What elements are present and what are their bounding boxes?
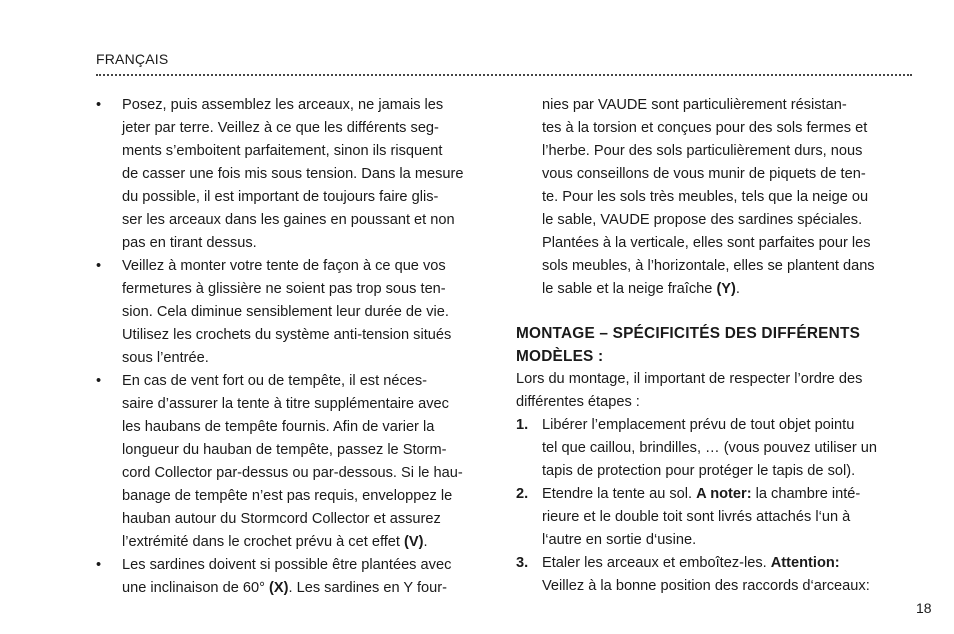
dotted-divider: [96, 74, 912, 76]
text-run: la chambre inté-: [751, 486, 861, 502]
text-line: sion. Cela diminue sensiblement leur durée de vie.: [122, 304, 449, 320]
bullet-item: [96, 94, 491, 255]
text-line: jeter par terre. Veillez à ce que les différents seg-: [122, 120, 439, 136]
text-line: Veillez à la bonne position des raccords d‘arceaux:: [542, 578, 870, 594]
note-label: A noter:: [696, 486, 752, 502]
text-line: saire d’assurer la tente à titre supplémentaire avec: [122, 396, 449, 412]
text-run: . Les sardines en Y four-: [288, 580, 447, 596]
numbered-step: [516, 483, 914, 552]
text-line: vous conseillons de vous munir de piquets de ten-: [542, 166, 866, 182]
numbered-step: [516, 552, 914, 598]
text-line: rieure et le double toit sont livrés attachés l‘un à: [542, 509, 851, 525]
text-run: le sable et la neige fraîche: [542, 281, 717, 297]
text-line: nies par VAUDE sont particulièrement résistan-: [542, 97, 847, 113]
left-column: [96, 94, 491, 600]
step-number: 3.: [516, 555, 529, 571]
text-line: fermetures à glissière ne soient pas trop sous ten-: [122, 281, 446, 297]
text-run: Etendre la tente au sol.: [542, 486, 697, 502]
text-run: Etaler les arceaux et emboîtez-les.: [542, 555, 771, 571]
text-run: .: [735, 281, 740, 297]
text-line: En cas de vent fort ou de tempête, il est néces-: [122, 373, 428, 389]
text-line: les haubans de tempête fournis. Afin de varier la: [122, 419, 435, 435]
step-number: 2.: [516, 486, 529, 502]
text-line: cord Collector par-dessus ou par-dessous. Si le hau-: [122, 465, 463, 481]
text-line: [122, 577, 491, 600]
text-run: l’extrémité dans le crochet prévu à cet effet: [122, 534, 405, 550]
text-line: tapis de protection pour protéger le tapis de sol).: [542, 463, 856, 479]
right-column: [516, 94, 914, 598]
text-line: différentes étapes :: [516, 394, 640, 410]
text-line: le sable, VAUDE propose des sardines spéciales.: [542, 212, 863, 228]
text-line: pas en tirant dessus.: [122, 235, 257, 251]
section-heading: [516, 322, 914, 368]
text-line: tel que caillou, brindilles, … (vous pouvez utiliser un: [542, 440, 878, 456]
text-line: Libérer l’emplacement prévu de tout objet pointu: [542, 417, 855, 433]
bullet-item: [96, 370, 491, 554]
bullet-mark: •: [96, 97, 102, 113]
bullet-mark: •: [96, 258, 102, 274]
text-line: Plantées à la verticale, elles sont parfaites pour les: [542, 235, 871, 251]
text-line: l’herbe. Pour des sols particulièrement durs, nous: [542, 143, 863, 159]
bullet-mark: •: [96, 373, 102, 389]
intro-paragraph: [516, 368, 914, 414]
text-line: [542, 483, 914, 506]
figure-ref-y: (Y): [716, 281, 736, 297]
text-line: du possible, il est important de toujours faire glis-: [122, 189, 439, 205]
bullet-item: [96, 255, 491, 370]
text-line: sols meubles, à l’horizontale, elles se plantent dans: [542, 258, 875, 274]
text-line: l‘autre en sortie d‘usine.: [542, 532, 697, 548]
text-line: tes à la torsion et conçues pour des sols fermes et: [542, 120, 868, 136]
text-line: sous l’entrée.: [122, 350, 209, 366]
text-run: .: [423, 534, 428, 550]
text-line: Utilisez les crochets du système anti-tension situés: [122, 327, 452, 343]
heading-line: MODÈLES :: [516, 348, 604, 365]
text-line: [122, 531, 491, 554]
numbered-step: [516, 414, 914, 483]
text-line: ser les arceaux dans les gaines en poussant et non: [122, 212, 455, 228]
language-header: FRANÇAIS: [96, 51, 169, 67]
text-line: Veillez à monter votre tente de façon à ce que vos: [122, 258, 446, 274]
text-line: ments s’emboitent parfaitement, sinon ils risquent: [122, 143, 443, 159]
page-number: 18: [916, 600, 932, 616]
step-number: 1.: [516, 417, 529, 433]
text-line: te. Pour les sols très meubles, tels que la neige ou: [542, 189, 869, 205]
text-line: Posez, puis assemblez les arceaux, ne jamais les: [122, 97, 444, 113]
text-line: [542, 552, 914, 575]
text-line: banage de tempête n’est pas requis, enveloppez le: [122, 488, 453, 504]
text-line: longueur du hauban de tempête, passez le Storm-: [122, 442, 447, 458]
text-run: une inclinaison de 60°: [122, 580, 270, 596]
attention-label: Attention:: [770, 555, 840, 571]
continuation-paragraph: [516, 94, 914, 301]
heading-line: MONTAGE – SPÉCIFICITÉS DES DIFFÉRENTS: [516, 325, 861, 342]
text-line: [542, 278, 914, 301]
text-line: hauban autour du Stormcord Collector et assurez: [122, 511, 441, 527]
text-line: Lors du montage, il important de respecter l’ordre des: [516, 371, 863, 387]
bullet-mark: •: [96, 557, 102, 573]
text-line: Les sardines doivent si possible être plantées avec: [122, 557, 452, 573]
figure-ref-v: (V): [404, 534, 424, 550]
figure-ref-x: (X): [269, 580, 289, 596]
bullet-item: [96, 554, 491, 600]
text-line: de casser une fois mis sous tension. Dans la mesure: [122, 166, 464, 182]
